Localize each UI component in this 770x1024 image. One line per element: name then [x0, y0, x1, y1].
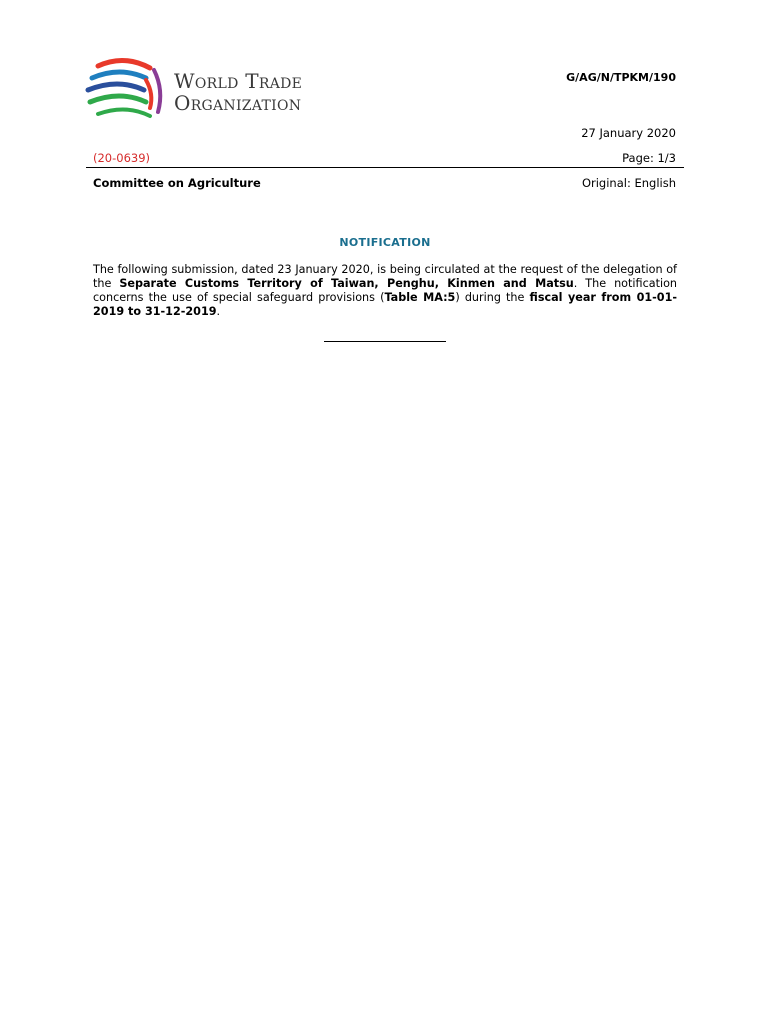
paragraph-text-1: The following submission, dated 23 January 2020, is being circulated at the request of the delegation of the	[93, 263, 677, 290]
committee-name: Committee on Agriculture	[93, 176, 261, 190]
logo-wordmark	[174, 70, 302, 114]
notification-heading: NOTIFICATION	[339, 236, 431, 249]
notification-paragraph	[93, 263, 677, 319]
paragraph-member-name: Separate Customs Territory of Taiwan, Penghu, Kinmen and Matsu	[119, 277, 574, 290]
paragraph-text-2: . The notification concerns the use of special safeguard provisions (	[93, 277, 678, 304]
paragraph-fiscal-year: fiscal year from 01-01-2019 to 31-12-2019	[93, 291, 678, 318]
paragraph-table-ref: Table MA:5	[384, 291, 456, 304]
logo-line-2: Organization	[174, 91, 302, 115]
wto-logo-icon	[84, 56, 170, 128]
document-symbol: G/AG/N/TPKM/190	[566, 71, 676, 84]
logo-line-1: World Trade	[174, 69, 303, 93]
end-of-document-line	[324, 341, 446, 342]
paragraph-text-4: .	[216, 305, 221, 318]
job-number: (20-0639)	[93, 151, 151, 165]
paragraph-text-3: ) during the	[455, 291, 530, 304]
page-number: Page: 1/3	[622, 151, 676, 165]
header-divider	[86, 167, 684, 168]
wto-logo	[84, 56, 334, 128]
document-date: 27 January 2020	[581, 126, 676, 140]
original-language: Original: English	[581, 176, 676, 190]
